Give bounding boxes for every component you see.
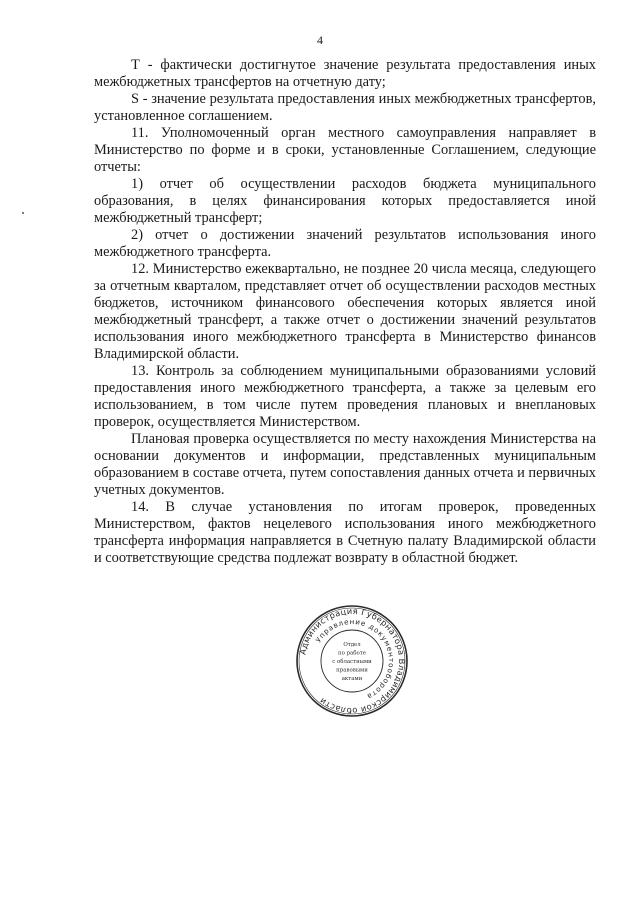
stamp-center-line-5: актами: [341, 676, 363, 682]
scan-speck: [22, 212, 24, 214]
paragraph-13: 13. Контроль за соблюдением муниципальными образованиями условий предоставления иного межбюджетного трансферта, а также за целевым его использованием, в том числе путем проведения плановых и внеплановых проверок, осуществляется Министерством.: [94, 363, 596, 430]
paragraph-planned-audit: Плановая проверка осуществляется по месту нахождения Министерства на основании документов и информации, представленных муниципальным образованием в составе отчета, путем сопоставления данных отчета и первичных учетных документов.: [94, 431, 596, 498]
document-body: [94, 57, 596, 567]
paragraph-12: 12. Министерство ежеквартально, не позднее 20 числа месяца, следующего за отчетным кварталом, представляет отчет об осуществлении расходов местных бюджетов, источником финансового обеспечения которых является иной межбюджетный трансферт, а также отчет о достижении значений результатов использования иного межбюджетного трансферта в Министерство финансов Владимирской области.: [94, 261, 596, 362]
stamp-center-line-1: Отдел: [343, 642, 361, 648]
stamp-inner-text: Управление документооборота: [313, 616, 397, 702]
paragraph-11-item-2: 2) отчет о достижении значений результатов использования иного межбюджетного трансферта.: [94, 227, 596, 260]
paragraph-11: 11. Уполномоченный орган местного самоуправления направляет в Министерство по форме и в сроки, установленные Соглашением, следующие отчеты:: [94, 125, 596, 175]
paragraph-11-item-1: 1) отчет об осуществлении расходов бюджета муниципального образования, в целях финансирования которых предоставляется иной межбюджетный трансферт;: [94, 176, 596, 226]
paragraph-14: 14. В случае установления по итогам проверок, проведенных Министерством, фактов нецелевого использования иного межбюджетного трансферта информация направляется в Счетную палату Владимирской области и соответствующие средства подлежат возврату в областной бюджет.: [94, 499, 596, 566]
stamp-seal-icon: [295, 604, 409, 718]
official-stamp: [295, 604, 409, 718]
stamp-outer-text: Администрация Губернатора Владимирской области: [297, 605, 408, 717]
paragraph-t-definition: Т - фактически достигнутое значение результата предоставления иных межбюджетных трансфертов на отчетную дату;: [94, 57, 596, 90]
stamp-center-line-4: правовыми: [336, 667, 368, 674]
stamp-center-line-2: по работе: [338, 650, 366, 657]
stamp-center-line-3: с областными: [332, 659, 372, 665]
page-number: 4: [317, 33, 323, 47]
paragraph-s-definition: S - значение результата предоставления иных межбюджетных трансфертов, установленное соглашением.: [94, 91, 596, 124]
